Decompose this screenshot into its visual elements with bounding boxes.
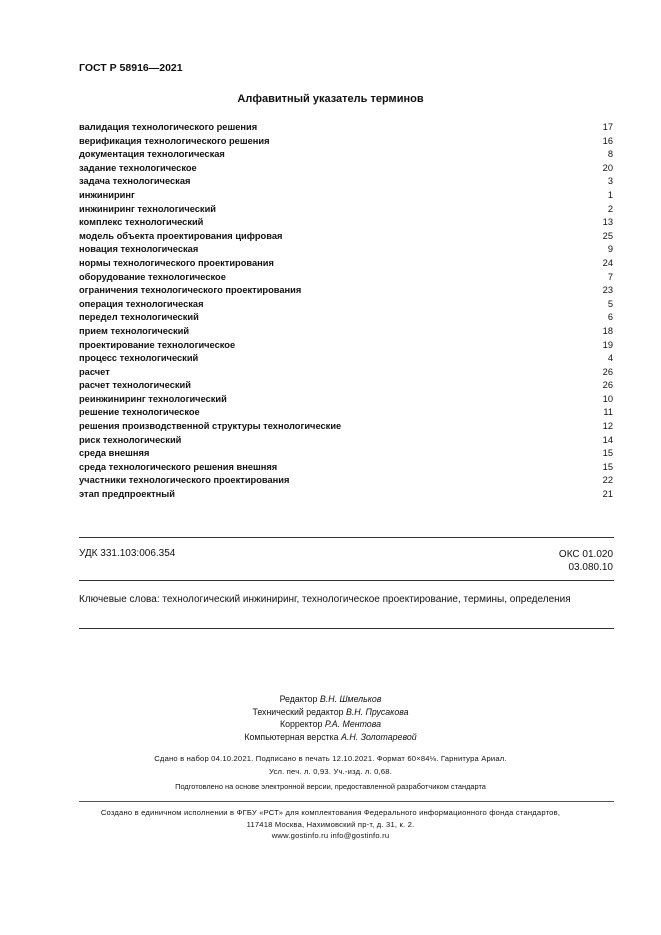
term-row <box>79 257 613 271</box>
oks-code-primary: ОКС 01.020 <box>558 549 613 560</box>
term-number: 25 <box>602 230 613 241</box>
term-name: участники технологического проектирования <box>79 475 290 486</box>
term-row <box>79 230 613 244</box>
term-name: процесс технологический <box>79 353 199 364</box>
term-name: передел технологический <box>79 312 199 323</box>
prepared-note: Подготовлено на основе электронной версии, предоставленной разработчиком стандарта <box>175 782 486 791</box>
term-number: 19 <box>602 339 613 350</box>
credit-tech-editor: Технический редактор В.Н. Прусакова <box>252 706 409 717</box>
udk-code: УДК 331.103:006.354 <box>79 548 176 559</box>
term-name: задача технологическая <box>79 176 191 187</box>
credit-editor: Редактор В.Н. Шмельков <box>279 694 382 704</box>
term-name: проектирование технологическое <box>79 339 236 350</box>
term-number: 14 <box>602 434 613 445</box>
index-title: Алфавитный указатель терминов <box>237 93 424 105</box>
term-row <box>79 243 613 257</box>
term-number: 5 <box>607 298 613 309</box>
term-row <box>79 461 613 475</box>
print-info <box>0 753 661 778</box>
term-row <box>79 189 613 203</box>
term-row <box>79 420 613 434</box>
term-number: 26 <box>602 380 613 391</box>
term-number: 16 <box>602 135 613 146</box>
term-row <box>79 271 613 285</box>
term-number: 21 <box>602 489 613 500</box>
term-number: 4 <box>607 353 613 364</box>
term-number: 13 <box>602 217 613 228</box>
term-name: задание технологическое <box>79 162 197 173</box>
credit-corrector: Корректор Р.А. Ментова <box>280 719 381 729</box>
term-row <box>79 325 613 339</box>
term-number: 1 <box>607 189 613 200</box>
term-name: нормы технологического проектирования <box>79 257 274 268</box>
term-number: 2 <box>607 203 613 214</box>
term-name: верификация технологического решения <box>79 135 270 146</box>
divider-bottom <box>79 628 614 629</box>
created-note-line: 117418 Москва, Нахимовский пр-т, д. 31, к. 2. <box>246 819 415 829</box>
term-row <box>79 352 613 366</box>
term-name: валидация технологического решения <box>79 122 258 132</box>
term-name: операция технологическая <box>79 298 204 309</box>
term-row <box>79 447 613 461</box>
term-number: 6 <box>607 312 613 323</box>
term-number: 10 <box>602 393 613 404</box>
term-index-list <box>79 121 613 502</box>
term-row <box>79 434 613 448</box>
term-row <box>79 474 613 488</box>
term-row <box>79 311 613 325</box>
created-note-line: www.gostinfo.ru info@gostinfo.ru <box>271 831 390 840</box>
print-info-line: Усл. печ. л. 0,93. Уч.-изд. л. 0,68. <box>268 766 393 776</box>
term-name: реинжиниринг технологический <box>79 393 227 404</box>
created-note-line: Создано в единичном исполнении в ФГБУ «РСТ» для комплектования Федерального информационного фонда стандартов, <box>100 808 561 817</box>
term-row <box>79 488 613 502</box>
document-code: ГОСТ Р 58916—2021 <box>79 62 183 74</box>
term-name: комплекс технологический <box>79 217 204 228</box>
term-row <box>79 148 613 162</box>
term-row <box>79 406 613 420</box>
term-row <box>79 298 613 312</box>
term-number: 12 <box>602 421 613 432</box>
term-name: ограничения технологического проектирования <box>79 285 302 296</box>
term-row <box>79 121 613 135</box>
term-number: 22 <box>602 475 613 486</box>
term-number: 8 <box>607 149 613 160</box>
term-name: этап предпроектный <box>79 489 175 500</box>
term-number: 23 <box>602 285 613 296</box>
term-number: 18 <box>602 325 613 336</box>
term-name: решение технологическое <box>79 407 200 418</box>
term-row <box>79 366 613 380</box>
term-number: 11 <box>603 407 613 418</box>
term-number: 17 <box>602 122 613 132</box>
term-row <box>79 175 613 189</box>
divider-footer <box>79 801 614 802</box>
keywords-paragraph: Ключевые слова: технологический инжиниринг, технологическое проектирование, термины, определения <box>79 594 571 605</box>
term-number: 9 <box>607 244 613 255</box>
term-name: оборудование технологическое <box>79 271 226 282</box>
term-name: среда технологического решения внешняя <box>79 461 278 472</box>
term-row <box>79 379 613 393</box>
term-name: инжиниринг технологический <box>79 203 217 214</box>
term-name: прием технологический <box>79 325 190 336</box>
oks-code-secondary: 03.080.10 <box>568 562 613 573</box>
created-note <box>0 807 661 842</box>
divider-top <box>79 537 614 538</box>
oks-codes <box>559 548 613 574</box>
term-row <box>79 339 613 353</box>
credits-block <box>0 693 661 743</box>
term-number: 3 <box>607 176 613 187</box>
term-name: новация технологическая <box>79 244 199 255</box>
term-name: расчет технологический <box>79 380 191 391</box>
term-row <box>79 216 613 230</box>
term-name: расчет <box>79 366 110 377</box>
term-name: модель объекта проектирования цифровая <box>79 230 283 241</box>
divider-middle <box>79 580 614 581</box>
term-row <box>79 162 613 176</box>
term-row <box>79 284 613 298</box>
term-name: документация технологическая <box>79 149 225 160</box>
term-name: инжиниринг <box>79 189 135 200</box>
term-number: 26 <box>602 366 613 377</box>
term-number: 20 <box>602 162 613 173</box>
term-row <box>79 135 613 149</box>
term-number: 24 <box>602 257 613 268</box>
term-name: решения производственной структуры технологические <box>79 421 342 432</box>
print-info-line: Сдано в набор 04.10.2021. Подписано в печать 12.10.2021. Формат 60×84⅛. Гарнитура Ариал. <box>154 754 507 763</box>
term-number: 15 <box>602 461 613 472</box>
term-number: 15 <box>602 448 613 459</box>
term-row <box>79 393 613 407</box>
term-name: среда внешняя <box>79 448 150 459</box>
term-name: риск технологический <box>79 434 182 445</box>
credit-layout: Компьютерная верстка А.Н. Золотаревой <box>244 731 417 742</box>
term-number: 7 <box>607 271 613 282</box>
term-row <box>79 203 613 217</box>
